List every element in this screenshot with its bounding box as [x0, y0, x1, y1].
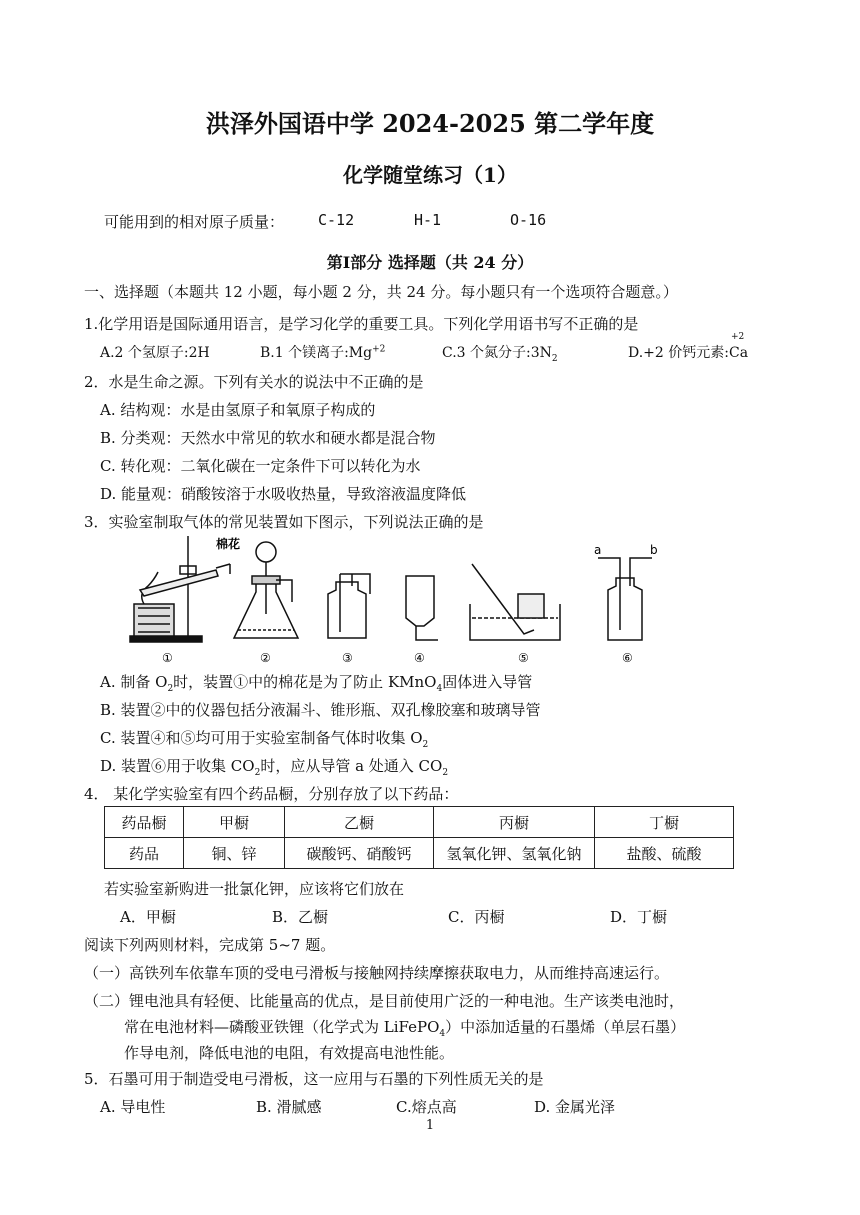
apparatus-6-two-tube-bottle	[598, 558, 652, 640]
reading-material-1: （一）高铁列车依靠车顶的受电弓滑板与接触网持续摩擦获取电力，从而维持高速运行。	[84, 964, 670, 982]
q1-option-b: B.1 个镁离子$:Mg^{+2}$	[260, 344, 386, 361]
q3-option-d: D. 装置⑥用于收集 $CO_2$时，应从导管 a 处通入 $CO_2$	[100, 757, 449, 778]
reading-material-2-line-2: 常在电池材料—磷酸亚铁锂（化学式为 LiFePO$_4$）中添加适量的石墨烯（单层石墨）	[124, 1018, 686, 1039]
table-cell: 氢氧化钾、氢氧化钠	[434, 838, 595, 869]
q3-option-a: A. 制备 $O_2$时，装置①中的棉花是为了防止 KMnO$_4$固体进入导管	[100, 673, 533, 694]
q3-stem: 3．实验室制取气体的常见装置如下图示，下列说法正确的是	[84, 513, 484, 531]
label-num-6: ⑥	[622, 651, 633, 665]
q1-stem: 1.化学用语是国际通用语言，是学习化学的重要工具。下列化学用语书写不正确的是	[84, 315, 639, 333]
table-row	[105, 838, 734, 869]
label-cotton: 棉花	[216, 537, 241, 551]
apparatus-3-bottle	[328, 574, 370, 638]
q2-option-d: D. 能量观：硝酸铵溶于水吸收热量，导致溶液温度降低	[100, 485, 467, 503]
atomic-mass-h: H-1	[414, 211, 442, 229]
label-a: a	[594, 543, 602, 557]
label-num-2: ②	[260, 651, 271, 665]
apparatus-4-inverted-bottle	[406, 576, 438, 640]
atomic-mass-o: O-16	[510, 211, 547, 229]
atomic-mass-c: C-12	[318, 211, 355, 229]
q4-option-b: B．乙橱	[272, 908, 329, 926]
q2-stem: 2．水是生命之源。下列有关水的说法中不正确的是	[84, 373, 424, 391]
q5-option-b: B. 滑腻感	[256, 1098, 322, 1116]
q4-stem: 4． 某化学实验室有四个药品橱，分别存放了以下药品：	[84, 785, 459, 803]
label-b: b	[650, 543, 658, 557]
table-cell: 甲橱	[184, 807, 285, 838]
q2-option-c: C. 转化观：二氧化碳在一定条件下可以转化为水	[100, 457, 421, 475]
q4-option-d: D．丁橱	[610, 908, 668, 926]
q3-option-b: B. 装置②中的仪器包括分液漏斗、锥形瓶、双孔橡胶塞和玻璃导管	[100, 701, 541, 719]
table-cell: 乙橱	[285, 807, 434, 838]
q4-option-c: C．丙橱	[448, 908, 505, 926]
label-num-1: ①	[162, 651, 173, 665]
q5-option-d: D. 金属光泽	[534, 1098, 616, 1116]
table-cell: 药品橱	[105, 807, 184, 838]
table-cell: 丁橱	[595, 807, 734, 838]
page-subtitle: 化学随堂练习（1）	[343, 163, 517, 187]
apparatus-1-heating	[130, 536, 230, 642]
q4-question: 若实验室新购进一批氯化钾，应该将它们放在	[104, 880, 405, 898]
q3-option-c: C. 装置④和⑤均可用于实验室制备气体时收集 $O_2$	[100, 729, 429, 750]
table-cell: 丙橱	[434, 807, 595, 838]
reading-intro: 阅读下列两则材料，完成第 5~7 题。	[84, 936, 336, 954]
label-num-5: ⑤	[518, 651, 529, 665]
q1-option-d: D.+2 价钙元素: +2 Ca	[628, 332, 749, 361]
table-cell: 药品	[105, 838, 184, 869]
page-number: 1	[425, 1118, 435, 1133]
label-num-3: ③	[342, 651, 353, 665]
q5-stem: 5．石墨可用于制造受电弓滑板，这一应用与石墨的下列性质无关的是	[84, 1070, 544, 1088]
apparatus-2-flask	[234, 542, 298, 638]
part1-instructions: 一、选择题（本题共 12 小题，每小题 2 分，共 24 分。每小题只有一个选项符合题意。）	[84, 283, 678, 301]
q4-option-a: A．甲橱	[120, 908, 176, 926]
table-cell: 盐酸、硫酸	[595, 838, 734, 869]
part1-heading: 第Ⅰ部分 选择题（共 24 分）	[326, 253, 534, 272]
q2-option-a: A. 结构观：水是由氢原子和氧原子构成的	[100, 401, 376, 419]
cabinet-table	[104, 806, 734, 869]
table-cell: 碳酸钙、硝酸钙	[285, 838, 434, 869]
reading-material-2-line-1: （二）锂电池具有轻便、比能量高的优点，是目前使用广泛的一种电池。生产该类电池时，	[84, 992, 685, 1010]
table-header-row	[105, 807, 734, 838]
q5-option-c: C.熔点高	[396, 1098, 457, 1116]
q5-option-a: A. 导电性	[100, 1098, 166, 1116]
reading-material-2-line-3: 作导电剂，降低电池的电阻，有效提高电池性能。	[124, 1044, 455, 1062]
label-num-4: ④	[414, 651, 425, 665]
page-title: 洪泽外国语中学 2024-2025 第二学年度	[205, 109, 655, 138]
q2-option-b: B. 分类观：天然水中常见的软水和硬水都是混合物	[100, 429, 436, 447]
apparatus-5-water-trough	[470, 564, 560, 640]
q1-option-c: C.3 个氮分子$:3N_2$	[442, 345, 558, 364]
table-cell: 铜、锌	[184, 838, 285, 869]
atomic-masses-label: 可能用到的相对原子质量：	[104, 213, 285, 231]
apparatus-figure	[120, 530, 680, 670]
q1-option-a: A.2 个氢原子:2H	[100, 345, 210, 361]
